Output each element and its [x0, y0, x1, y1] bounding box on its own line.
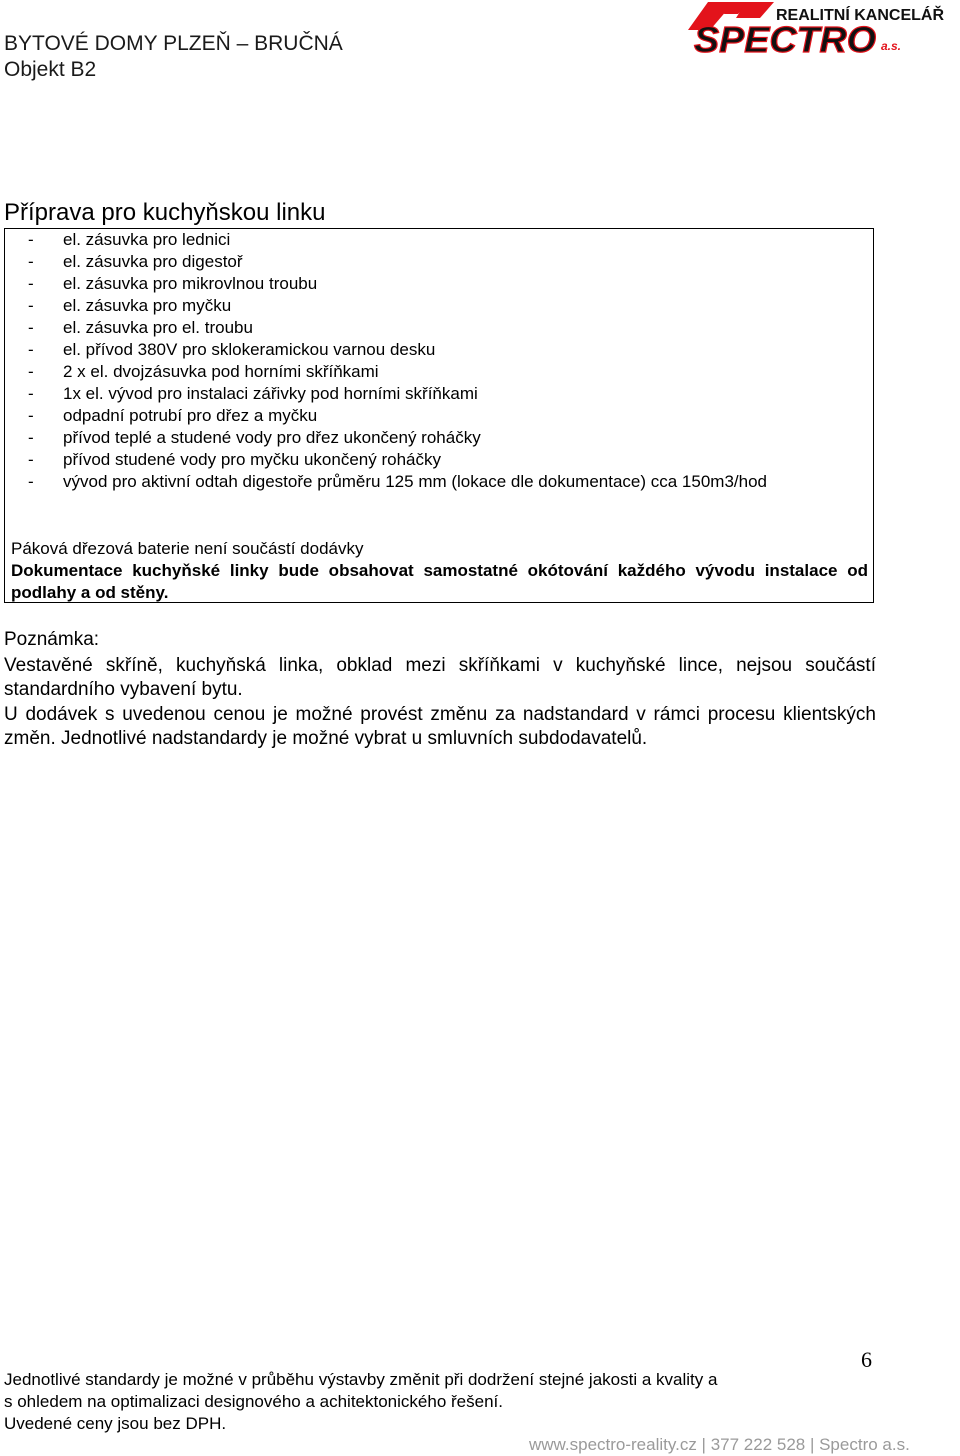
footer-line-2: s ohledem na optimalizaci designového a achitektonického řešení. [4, 1392, 503, 1411]
remark-paragraph-1: Vestavěné skříně, kuchyňská linka, obklad mezi skříňkami v kuchyňské lince, nejsou součástí standardního vybavení bytu. [4, 655, 876, 700]
spectro-logo [688, 0, 944, 62]
list-item: - přívod teplé a studené vody pro dřez ukončený roháčky [28, 428, 481, 447]
list-item: - 1x el. vývod pro instalaci zářivky pod horními skříňkami [28, 384, 478, 403]
project-title: BYTOVÉ DOMY PLZEŇ – BRUČNÁ [4, 32, 343, 55]
logo-brand: SPECTRO [694, 19, 876, 60]
object-subtitle: Objekt B2 [4, 58, 97, 81]
list-item: - el. zásuvka pro mikrovlnou troubu [28, 274, 318, 293]
logo-suffix: a.s. [881, 39, 902, 53]
list-item: - el. zásuvka pro el. troubu [28, 318, 253, 337]
faucet-note: Páková dřezová baterie není součástí dodávky [11, 539, 364, 558]
list-item: - el. zásuvka pro digestoř [28, 252, 243, 271]
footer-website: www.spectro-reality.cz | 377 222 528 | Spectro a.s. [529, 1435, 910, 1454]
footer-line-1: Jednotlivé standardy je možné v průběhu výstavby změnit při dodržení stejné jakosti a kvality a [4, 1370, 718, 1389]
documentation-note: Dokumentace kuchyňské linky bude obsahovat samostatné okótování každého vývodu instalace od podlahy a od stěny. [11, 561, 868, 602]
page-number: 6 [861, 1347, 872, 1372]
logo-top-text: REALITNÍ KANCELÁŘ [776, 7, 944, 24]
list-item: - el. přívod 380V pro sklokeramickou varnou desku [28, 340, 436, 359]
remark-paragraph-2: U dodávek s uvedenou cenou je možné provést změnu za nadstandard v rámci procesu klientských změn. Jednotlivé nadstandardy je možné vybrat u smluvních subdodavatelů. [4, 704, 876, 749]
list-item: - 2 x el. dvojzásuvka pod horními skříňkami [28, 362, 379, 381]
remark-heading: Poznámka: [4, 629, 100, 650]
list-item: - odpadní potrubí pro dřez a myčku [28, 406, 318, 425]
list-item: - přívod studené vody pro myčku ukončený roháčky [28, 450, 441, 469]
requirements-list [28, 229, 767, 493]
section-title: Příprava pro kuchyňskou linku [4, 199, 326, 226]
footer-line-3: Uvedené ceny jsou bez DPH. [4, 1414, 227, 1433]
list-item: - el. zásuvka pro myčku [28, 296, 232, 315]
list-item: - vývod pro aktivní odtah digestoře průměru 125 mm (lokace dle dokumentace) cca 150m3/hod [28, 472, 767, 491]
list-item: - el. zásuvka pro lednici [28, 230, 231, 249]
